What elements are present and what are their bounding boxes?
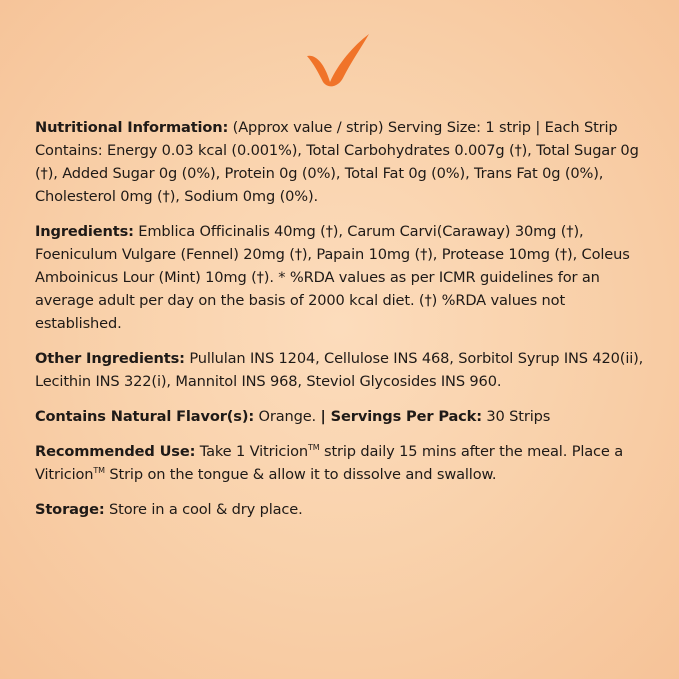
flavor-value: Orange. — [254, 408, 321, 425]
servings-value: 30 Strips — [481, 408, 551, 425]
nutrition-paragraph — [35, 116, 655, 208]
flavor-separator: | — [320, 408, 331, 425]
flavor-paragraph — [35, 405, 655, 428]
recommended-use-text-b: strip daily 15 mins after the meal. Place a Vitricion — [35, 443, 624, 483]
nutrition-label: Nutritional Information: — [35, 119, 229, 136]
storage-label: Storage: — [35, 501, 105, 518]
ingredients-text: Emblica Officinalis 40mg (†), Carum Carvi(Caraway) 30mg (†), Foeniculum Vulgare (Fennel) 20mg (†), Papain 10mg (†), Protease 10mg (†), Coleus Amboinicus Lour (Mint) 10mg (†). * %RDA values as per ICMR guidelines for an average adult per day on the basis of 2000 kcal diet. (†) %RDA values not established. — [35, 223, 630, 332]
recommended-use-label: Recommended Use: — [35, 443, 196, 460]
vitricion-v-leaf-icon — [305, 32, 371, 88]
recommended-use-text-c: Strip on the tongue & allow it to dissolve and swallow. — [104, 466, 497, 483]
other-ingredients-label: Other Ingredients: — [35, 350, 185, 367]
storage-paragraph — [35, 498, 655, 521]
recommended-use-paragraph — [35, 440, 655, 486]
flavor-label: Contains Natural Flavor(s): — [35, 408, 255, 425]
nutrition-text: (Approx value / strip) Serving Size: 1 strip | Each Strip Contains: Energy 0.03 kcal (0.001%), Total Carbohydrates 0.007g (†), Total Sugar 0g (†), Added Sugar 0g (0%), Protein 0g (0%), Total Fat 0g (0%), Trans Fat 0g (0%), Cholesterol 0mg (†), Sodium 0mg (0%). — [35, 119, 639, 205]
recommended-use-text-a: Take 1 Vitricion — [195, 443, 309, 460]
other-ingredients-text: Pullulan INS 1204, Cellulose INS 468, Sorbitol Syrup INS 420(ii), Lecithin INS 322(i), Mannitol INS 968, Steviol Glycosides INS 960. — [35, 350, 644, 390]
ingredients-label: Ingredients: — [35, 223, 134, 240]
ingredients-paragraph — [35, 220, 655, 335]
product-info-text — [35, 116, 655, 533]
trademark-mark: TM — [93, 466, 105, 475]
trademark-mark: TM — [308, 443, 320, 452]
servings-label: Servings Per Pack: — [330, 408, 482, 425]
storage-text: Store in a cool & dry place. — [104, 501, 303, 518]
other-ingredients-paragraph — [35, 347, 655, 393]
